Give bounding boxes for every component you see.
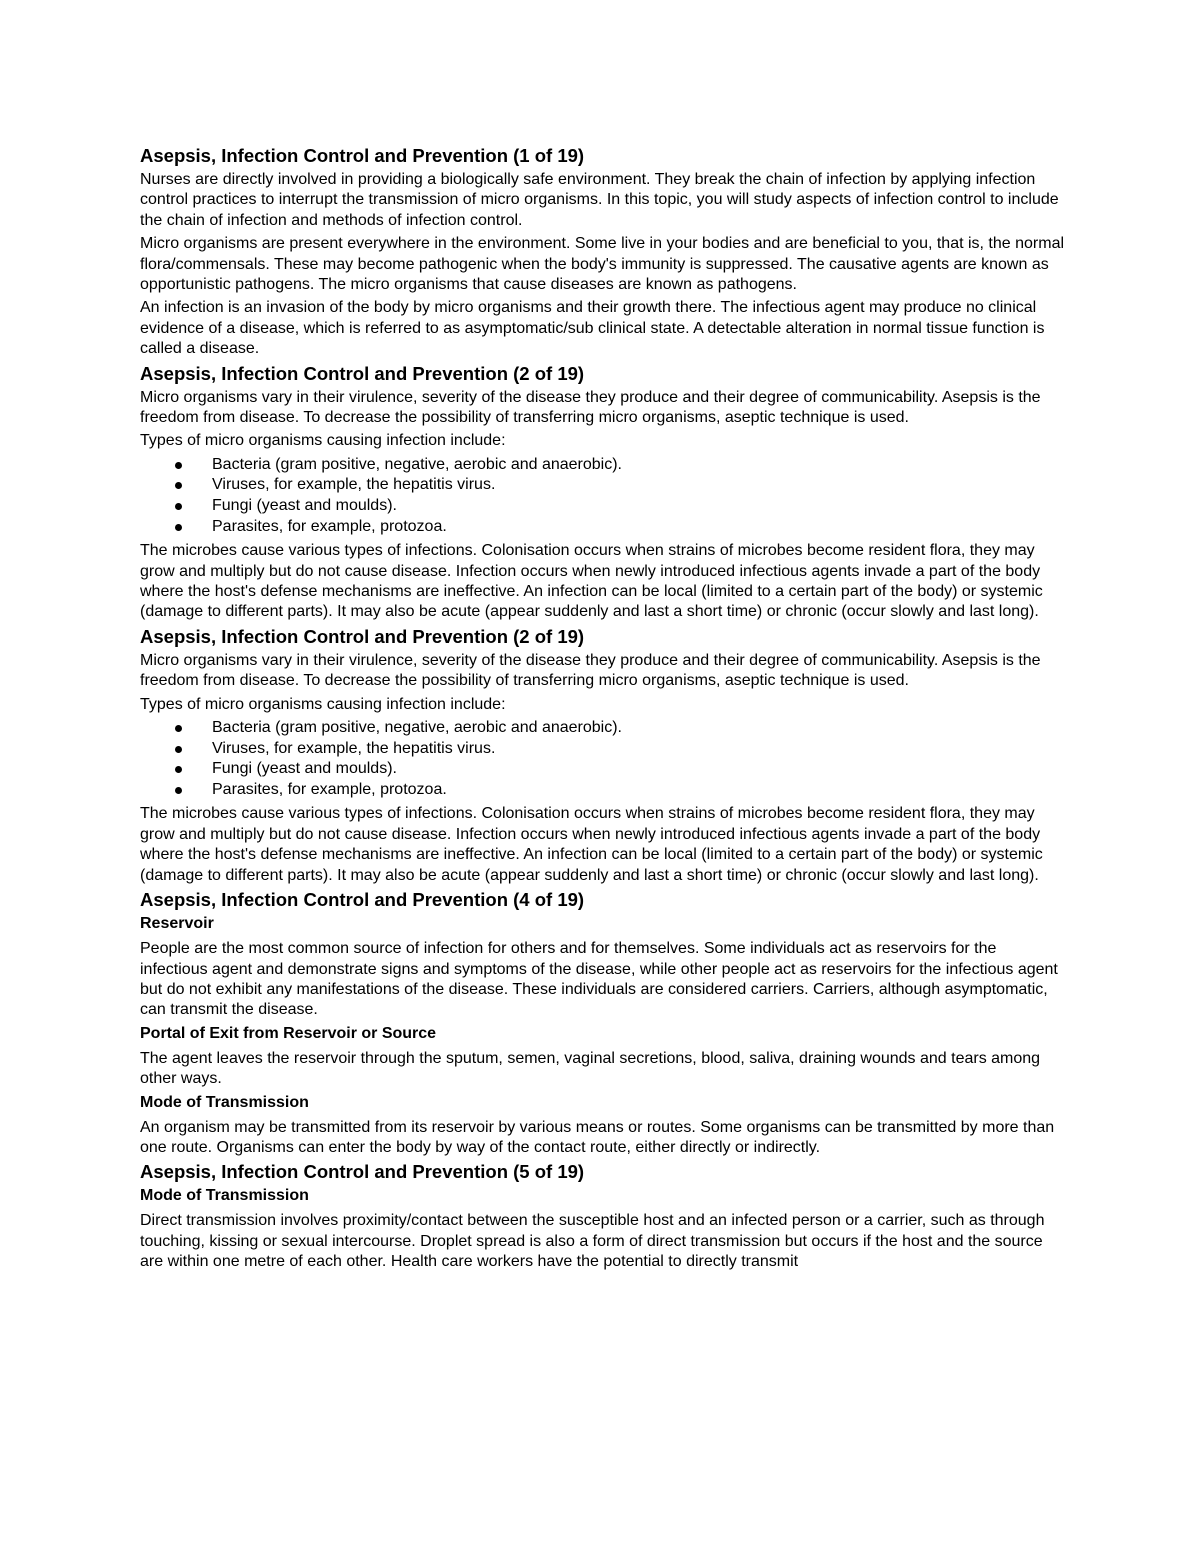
subheading-mode-of-transmission: Mode of Transmission xyxy=(140,1187,309,1205)
bullet-icon xyxy=(175,524,182,531)
list-item-text: Parasites, for example, protozoa. xyxy=(212,780,447,798)
paragraph: The microbes cause various types of infections. Colonisation occurs when strains of microbes become resident flora, they may grow and multiply but do not cause disease. Infection occurs when newly introduced infectious agents invade a part of the body where the host's defense mechanisms are ineffective. An infection can be local (limited to a certain part of the body) or systemic (damage to different parts). It may also be acute (appear suddenly and last a short time) or chronic (occur slowly and last long). xyxy=(140,805,1043,884)
list-item xyxy=(140,780,1065,801)
list-item xyxy=(140,759,1065,780)
bullet-icon xyxy=(175,787,182,794)
paragraph: The agent leaves the reservoir through the sputum, semen, vaginal secretions, blood, saliva, draining wounds and tears among other ways. xyxy=(140,1049,1041,1088)
list-item-text: Bacteria (gram positive, negative, aerobic and anaerobic). xyxy=(212,455,622,473)
document-page xyxy=(140,143,1065,1276)
paragraph: The microbes cause various types of infections. Colonisation occurs when strains of microbes become resident flora, they may grow and multiply but do not cause disease. Infection occurs when newly introduced infectious agents invade a part of the body where the host's defense mechanisms are ineffective. An infection can be local (limited to a certain part of the body) or systemic (damage to different parts). It may also be acute (appear suddenly and last a short time) or chronic (occur slowly and last long). xyxy=(140,542,1043,621)
list-item xyxy=(140,496,1065,517)
list-item-text: Fungi (yeast and moulds). xyxy=(212,760,397,778)
list-item-text: Fungi (yeast and moulds). xyxy=(212,497,397,515)
list-item xyxy=(140,455,1065,476)
paragraph: Nurses are directly involved in providing a biologically safe environment. They break the chain of infection by applying infection control practices to interrupt the transmission of micro organisms. In this topic, you will study aspects of infection control to include the chain of infection and methods of infection control. xyxy=(140,171,1059,229)
paragraph: An organism may be transmitted from its reservoir by various means or routes. Some organisms can be transmitted by more than one route. Organisms can enter the body by way of the contact route, either directly or indirectly. xyxy=(140,1118,1055,1156)
section-title: Asepsis, Infection Control and Prevention (1 of 19) xyxy=(140,145,585,166)
paragraph: People are the most common source of infection for others and for themselves. Some individuals act as reservoirs for the infectious agent and demonstrate signs and symptoms of the disease, while other people act as reservoirs for the infectious agent but do not exhibit any manifestations of the disease. These individuals are considered carriers. Carriers, although asymptomatic, can transmit the disease. xyxy=(140,940,1058,1019)
section-3 xyxy=(140,626,1065,886)
list-item xyxy=(140,517,1065,538)
subheading-portal-of-exit: Portal of Exit from Reservoir or Source xyxy=(140,1024,437,1042)
list-item-text: Viruses, for example, the hepatitis virus. xyxy=(212,476,496,494)
section-title: Asepsis, Infection Control and Prevention (5 of 19) xyxy=(140,1161,585,1183)
list-item xyxy=(140,718,1065,739)
list-item-text: Parasites, for example, protozoa. xyxy=(212,517,447,535)
bullet-icon xyxy=(175,462,182,469)
section-5 xyxy=(140,1161,1065,1272)
subheading-reservoir: Reservoir xyxy=(140,915,214,933)
list-item xyxy=(140,475,1065,496)
subheading-mode-of-transmission: Mode of Transmission xyxy=(140,1093,309,1111)
paragraph: Types of micro organisms causing infection include: xyxy=(140,695,506,713)
paragraph: Direct transmission involves proximity/contact between the susceptible host and an infected person or a carrier, such as through touching, kissing or sexual intercourse. Droplet spread is also a form of direct transmission but occurs if the host and the source are within one metre of each other. Health care workers have the potential to directly transmit xyxy=(140,1212,1045,1271)
bullet-icon xyxy=(175,503,182,510)
paragraph: An infection is an invasion of the body by micro organisms and their growth there. The infectious agent may produce no clinical evidence of a disease, which is referred to as asymptomatic/sub clinical state. A detectable alteration in normal tissue function is called a disease. xyxy=(140,299,1045,358)
paragraph: Types of micro organisms causing infection include: xyxy=(140,432,506,450)
list-item xyxy=(140,739,1065,760)
bullet-icon xyxy=(175,746,182,753)
paragraph: Micro organisms vary in their virulence, severity of the disease they produce and their degree of communicability. Asepsis is the freedom from disease. To decrease the possibility of transferring micro organisms, aseptic technique is used. xyxy=(140,651,1041,690)
section-title: Asepsis, Infection Control and Prevention (2 of 19) xyxy=(140,362,585,384)
bullet-icon xyxy=(175,725,182,732)
bullet-icon xyxy=(175,482,182,489)
section-title: Asepsis, Infection Control and Prevention (2 of 19) xyxy=(140,625,585,647)
section-1 xyxy=(140,145,1065,360)
section-4 xyxy=(140,889,1065,1158)
paragraph: Micro organisms are present everywhere in the environment. Some live in your bodies and are beneficial to you, that is, the normal flora/commensals. These may become pathogenic when the body's immunity is suppressed. The causative agents are known as opportunistic pathogens. The micro organisms that cause diseases are known as pathogens. xyxy=(140,235,1065,294)
bullet-icon xyxy=(175,766,182,773)
section-2 xyxy=(140,363,1065,623)
bullet-list xyxy=(140,718,1065,800)
list-item-text: Bacteria (gram positive, negative, aerobic and anaerobic). xyxy=(212,719,622,737)
section-title: Asepsis, Infection Control and Prevention (4 of 19) xyxy=(140,889,585,911)
bullet-list xyxy=(140,455,1065,537)
list-item-text: Viruses, for example, the hepatitis virus. xyxy=(212,739,496,757)
paragraph: Micro organisms vary in their virulence, severity of the disease they produce and their degree of communicability. Asepsis is the freedom from disease. To decrease the possibility of transferring micro organisms, aseptic technique is used. xyxy=(140,388,1041,427)
